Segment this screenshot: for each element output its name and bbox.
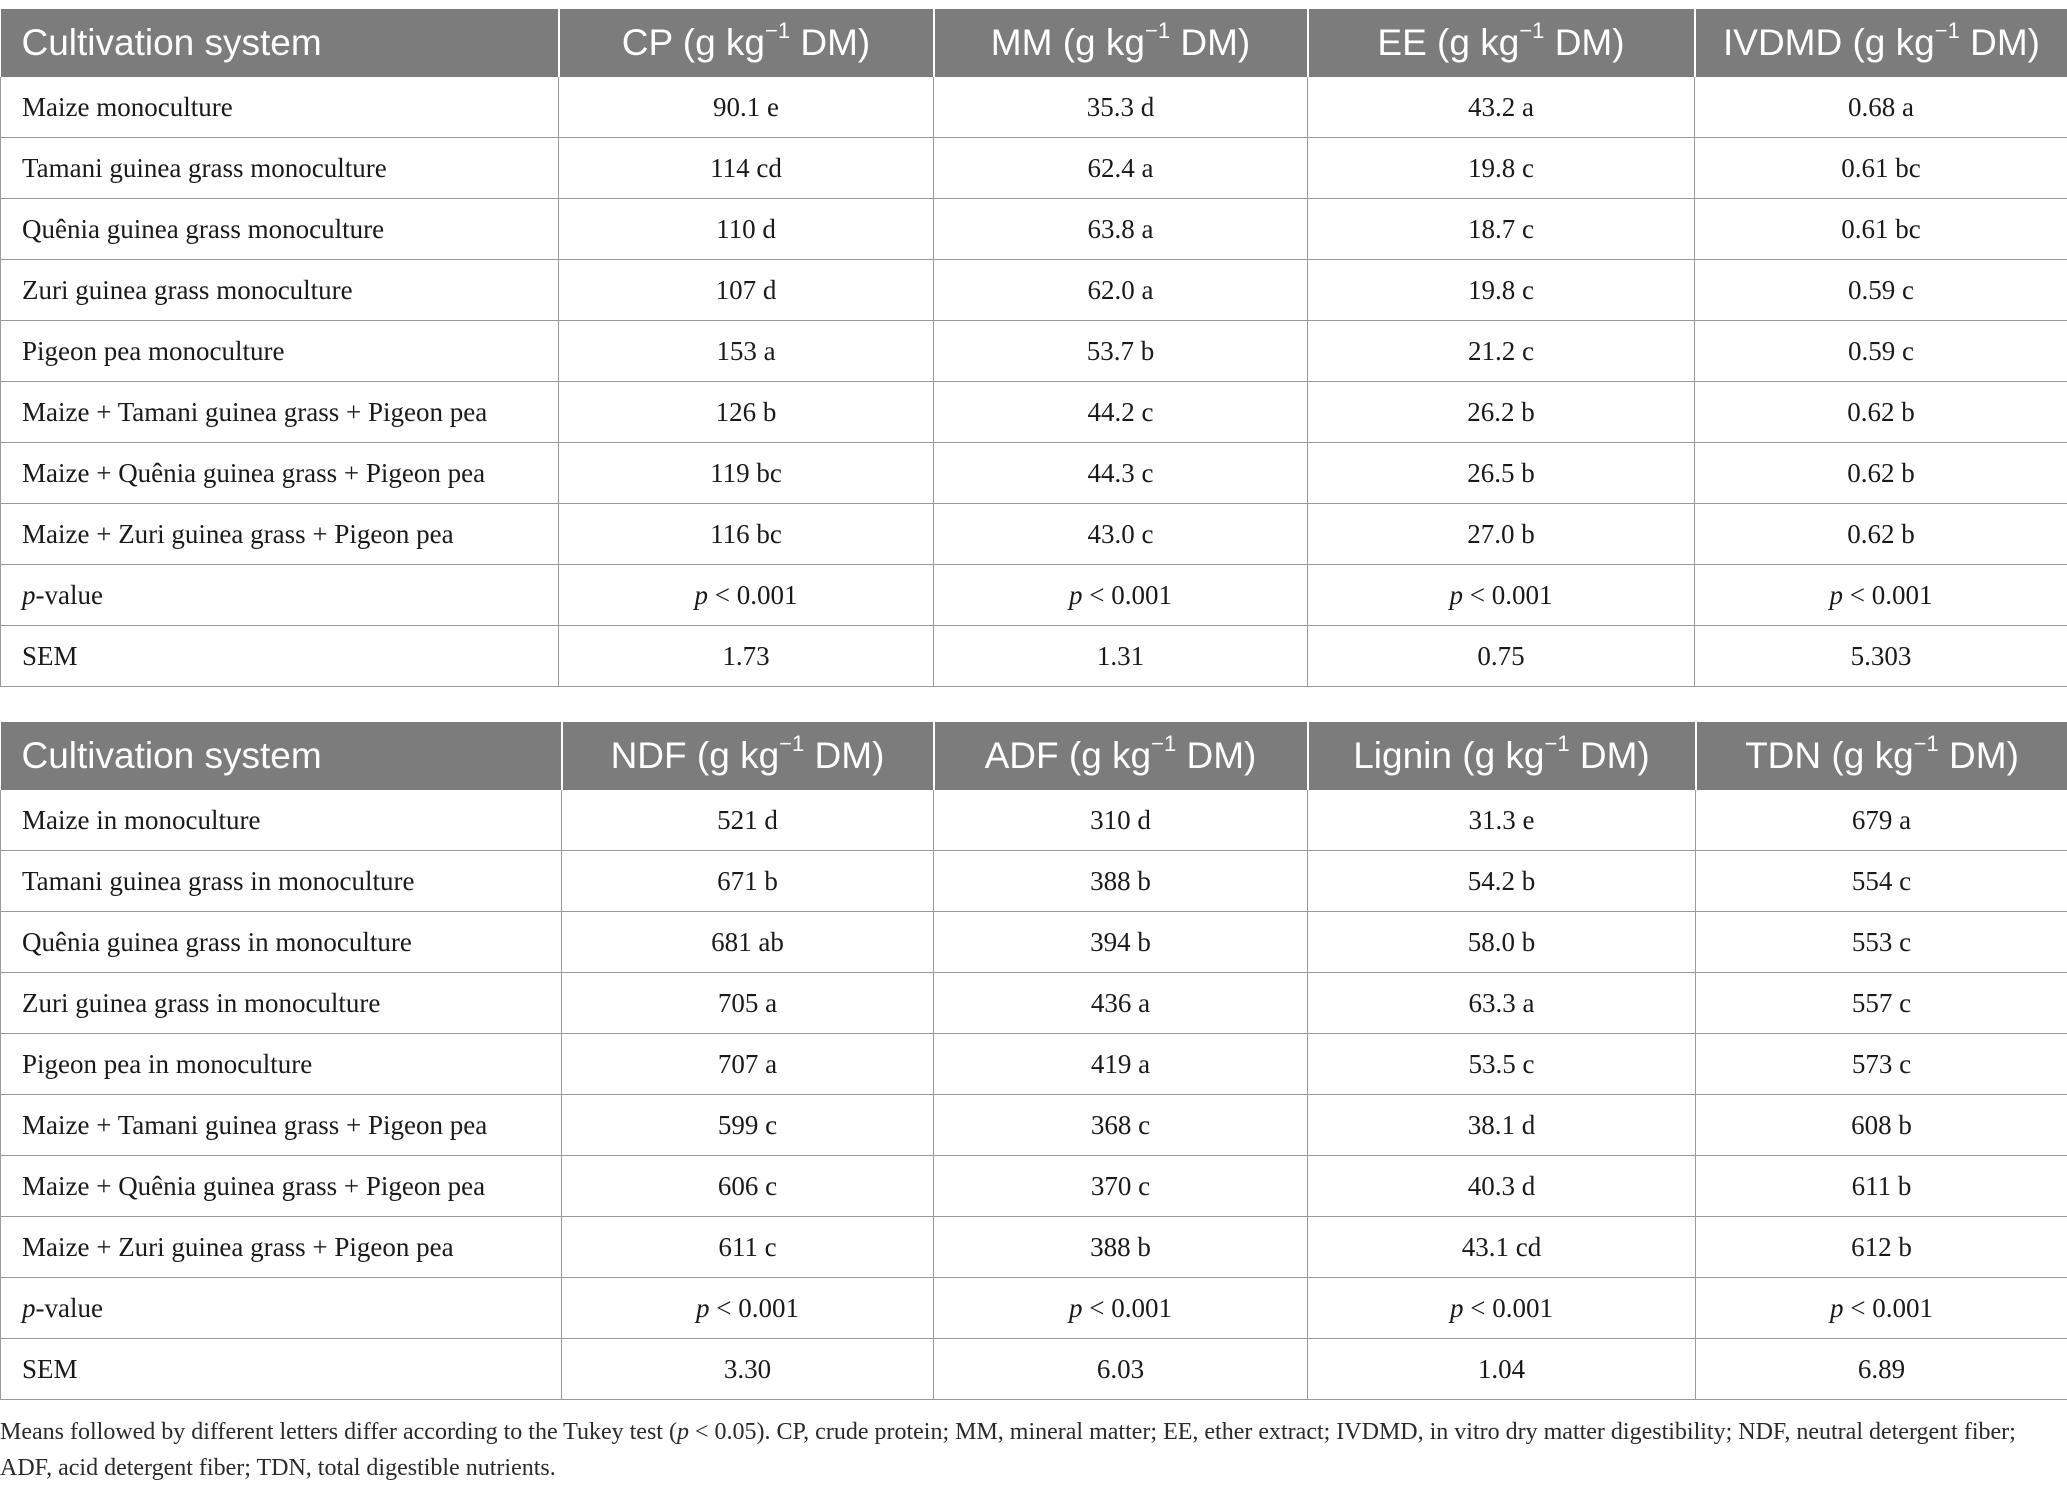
- sem-row: [1, 626, 2067, 687]
- value-cell: 54.2 b: [1308, 851, 1696, 912]
- value-cell: 0.68 a: [1695, 77, 2067, 138]
- value-cell: 705 a: [562, 973, 934, 1034]
- value-cell: 612 b: [1696, 1217, 2067, 1278]
- sem-cell: 3.30: [562, 1339, 934, 1400]
- value-cell: 606 c: [562, 1156, 934, 1217]
- value-cell: 436 a: [934, 973, 1308, 1034]
- value-cell: 310 d: [934, 790, 1308, 851]
- value-cell: 44.2 c: [934, 382, 1308, 443]
- table-header-row: [1, 722, 2067, 790]
- table-body: [1, 77, 2067, 565]
- value-cell: 388 b: [934, 1217, 1308, 1278]
- row-label: Maize + Tamani guinea grass + Pigeon pea: [1, 1095, 562, 1156]
- pvalue-row: [1, 565, 2067, 626]
- value-cell: 21.2 c: [1308, 321, 1695, 382]
- table-row: [1, 1217, 2067, 1278]
- value-cell: 43.1 cd: [1308, 1217, 1696, 1278]
- value-cell: 44.3 c: [934, 443, 1308, 504]
- row-label: Maize + Quênia guinea grass + Pigeon pea: [1, 443, 559, 504]
- row-label: Zuri guinea grass monoculture: [1, 260, 559, 321]
- pvalue-cell: p < 0.001: [559, 565, 934, 626]
- value-cell: 19.8 c: [1308, 260, 1695, 321]
- table-row: [1, 77, 2067, 138]
- sem-cell: 6.03: [934, 1339, 1308, 1400]
- row-label: p-value: [1, 565, 559, 626]
- value-cell: 116 bc: [559, 504, 934, 565]
- value-cell: 611 c: [562, 1217, 934, 1278]
- sem-cell: 0.75: [1308, 626, 1695, 687]
- value-cell: 119 bc: [559, 443, 934, 504]
- value-cell: 0.61 bc: [1695, 138, 2067, 199]
- pvalue-cell: p < 0.001: [1695, 565, 2067, 626]
- pvalue-cell: p < 0.001: [1308, 565, 1695, 626]
- value-cell: 554 c: [1696, 851, 2067, 912]
- row-label: Maize monoculture: [1, 77, 559, 138]
- table-row: [1, 260, 2067, 321]
- value-cell: 43.0 c: [934, 504, 1308, 565]
- sem-row: [1, 1339, 2067, 1400]
- table-header-row: [1, 9, 2067, 77]
- table-row: [1, 973, 2067, 1034]
- table-row: [1, 790, 2067, 851]
- table-row: [1, 321, 2067, 382]
- value-cell: 26.2 b: [1308, 382, 1695, 443]
- value-cell: 394 b: [934, 912, 1308, 973]
- value-cell: 611 b: [1696, 1156, 2067, 1217]
- value-cell: 27.0 b: [1308, 504, 1695, 565]
- value-cell: 707 a: [562, 1034, 934, 1095]
- pvalue-cell: p < 0.001: [934, 565, 1308, 626]
- row-label: SEM: [1, 626, 559, 687]
- pvalue-cell: p < 0.001: [934, 1278, 1308, 1339]
- value-cell: 126 b: [559, 382, 934, 443]
- value-cell: 19.8 c: [1308, 138, 1695, 199]
- value-cell: 671 b: [562, 851, 934, 912]
- value-cell: 107 d: [559, 260, 934, 321]
- row-label: Tamani guinea grass monoculture: [1, 138, 559, 199]
- pvalue-cell: p < 0.001: [562, 1278, 934, 1339]
- value-cell: 63.3 a: [1308, 973, 1696, 1034]
- table-row: [1, 851, 2067, 912]
- value-cell: 62.4 a: [934, 138, 1308, 199]
- col-header-lignin: Lignin (g $kg^{-1}$ DM): [1308, 722, 1696, 790]
- col-header-tdn: TDN (g $kg^{-1}$ DM): [1696, 722, 2067, 790]
- row-label: Pigeon pea in monoculture: [1, 1034, 562, 1095]
- value-cell: 0.59 c: [1695, 260, 2067, 321]
- value-cell: 90.1 e: [559, 77, 934, 138]
- row-label: Maize + Quênia guinea grass + Pigeon pea: [1, 1156, 562, 1217]
- value-cell: 370 c: [934, 1156, 1308, 1217]
- sem-cell: 5.303: [1695, 626, 2067, 687]
- value-cell: 53.7 b: [934, 321, 1308, 382]
- table-row: [1, 138, 2067, 199]
- row-label: Maize + Zuri guinea grass + Pigeon pea: [1, 504, 559, 565]
- row-label: Pigeon pea monoculture: [1, 321, 559, 382]
- value-cell: 35.3 d: [934, 77, 1308, 138]
- value-cell: 0.59 c: [1695, 321, 2067, 382]
- table-row: [1, 443, 2067, 504]
- value-cell: 26.5 b: [1308, 443, 1695, 504]
- table-row: [1, 199, 2067, 260]
- value-cell: 0.62 b: [1695, 382, 2067, 443]
- value-cell: 58.0 b: [1308, 912, 1696, 973]
- value-cell: 573 c: [1696, 1034, 2067, 1095]
- table-footnote: Means followed by different letters differ according to the Tukey test (p < 0.05). CP, crude protein; MM, mineral matter; EE, ether extract; IVDMD, in vitro dry matter digestibility; NDF, neutral detergent fiber; ADF, acid detergent fiber; TDN, total digestible nutrients.: [0, 1419, 2016, 1481]
- value-cell: 18.7 c: [1308, 199, 1695, 260]
- value-cell: 557 c: [1696, 973, 2067, 1034]
- sem-cell: 1.73: [559, 626, 934, 687]
- col-header-ivdmd: IVDMD (g $kg^{-1}$ DM): [1695, 9, 2067, 77]
- table-row: [1, 382, 2067, 443]
- value-cell: 62.0 a: [934, 260, 1308, 321]
- pvalue-cell: p < 0.001: [1308, 1278, 1696, 1339]
- col-header-mm: MM (g $kg^{-1}$ DM): [934, 9, 1308, 77]
- value-cell: 43.2 a: [1308, 77, 1695, 138]
- nutritive-table-2: [0, 722, 2067, 1400]
- col-header-cp: CP (g $kg^{-1}$ DM): [559, 9, 934, 77]
- value-cell: 0.62 b: [1695, 504, 2067, 565]
- table-row: [1, 1156, 2067, 1217]
- value-cell: 153 a: [559, 321, 934, 382]
- col-header-cultivation-system: Cultivation system: [1, 9, 559, 77]
- row-label: Zuri guinea grass in monoculture: [1, 973, 562, 1034]
- table-row: [1, 1034, 2067, 1095]
- col-header-adf: ADF (g $kg^{-1}$ DM): [934, 722, 1308, 790]
- value-cell: 388 b: [934, 851, 1308, 912]
- row-label: Maize + Tamani guinea grass + Pigeon pea: [1, 382, 559, 443]
- row-label: Maize in monoculture: [1, 790, 562, 851]
- value-cell: 53.5 c: [1308, 1034, 1696, 1095]
- value-cell: 419 a: [934, 1034, 1308, 1095]
- table-row: [1, 1095, 2067, 1156]
- value-cell: 0.62 b: [1695, 443, 2067, 504]
- row-label: Quênia guinea grass monoculture: [1, 199, 559, 260]
- value-cell: 38.1 d: [1308, 1095, 1696, 1156]
- value-cell: 114 cd: [559, 138, 934, 199]
- row-label: Tamani guinea grass in monoculture: [1, 851, 562, 912]
- row-label: SEM: [1, 1339, 562, 1400]
- value-cell: 110 d: [559, 199, 934, 260]
- col-header-ee: EE (g $kg^{-1}$ DM): [1308, 9, 1695, 77]
- value-cell: 679 a: [1696, 790, 2067, 851]
- value-cell: 521 d: [562, 790, 934, 851]
- sem-cell: 6.89: [1696, 1339, 2067, 1400]
- row-label: Quênia guinea grass in monoculture: [1, 912, 562, 973]
- col-header-cultivation-system: Cultivation system: [1, 722, 562, 790]
- value-cell: 31.3 e: [1308, 790, 1696, 851]
- row-label: Maize + Zuri guinea grass + Pigeon pea: [1, 1217, 562, 1278]
- table-row: [1, 912, 2067, 973]
- value-cell: 553 c: [1696, 912, 2067, 973]
- table-body: [1, 790, 2067, 1278]
- value-cell: 368 c: [934, 1095, 1308, 1156]
- row-label: p-value: [1, 1278, 562, 1339]
- value-cell: 608 b: [1696, 1095, 2067, 1156]
- value-cell: 63.8 a: [934, 199, 1308, 260]
- sem-cell: 1.31: [934, 626, 1308, 687]
- sem-cell: 1.04: [1308, 1339, 1696, 1400]
- nutritive-table-1: [0, 9, 2067, 687]
- value-cell: 681 ab: [562, 912, 934, 973]
- value-cell: 0.61 bc: [1695, 199, 2067, 260]
- pvalue-cell: p < 0.001: [1696, 1278, 2067, 1339]
- col-header-ndf: NDF (g $kg^{-1}$ DM): [562, 722, 934, 790]
- value-cell: 40.3 d: [1308, 1156, 1696, 1217]
- table-row: [1, 504, 2067, 565]
- pvalue-row: [1, 1278, 2067, 1339]
- value-cell: 599 c: [562, 1095, 934, 1156]
